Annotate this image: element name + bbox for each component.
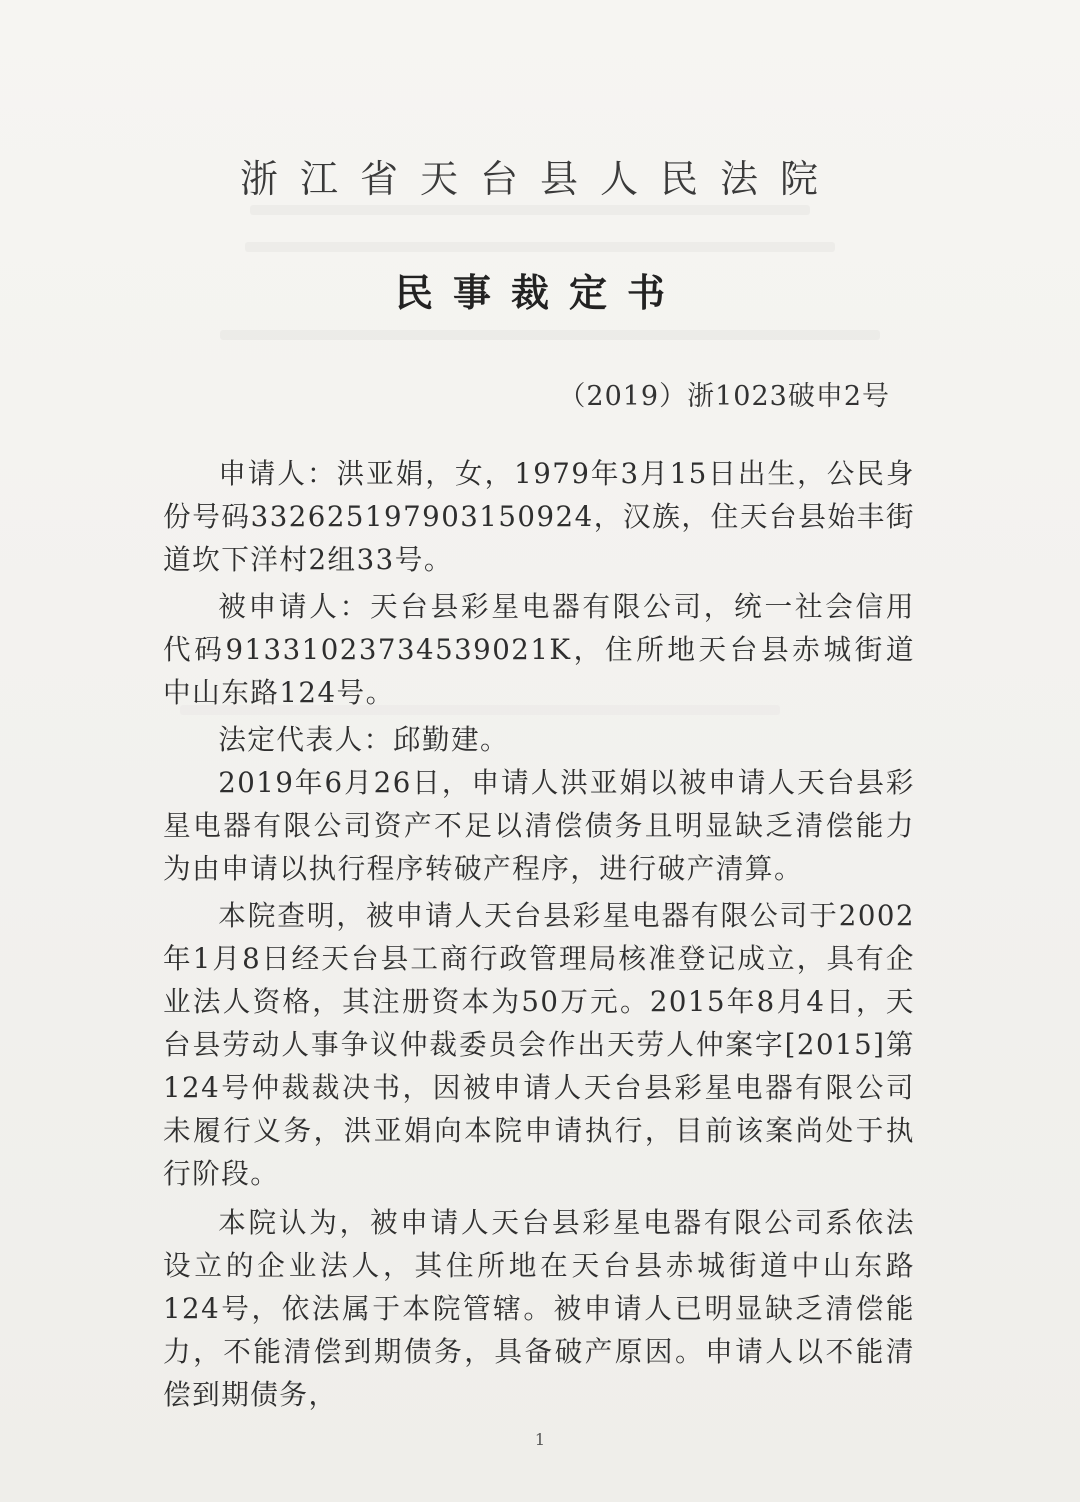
paragraph-legal-representative: 法定代表人：邱勤建。 bbox=[218, 723, 510, 756]
bleed-through-mark bbox=[220, 330, 880, 340]
paragraph-opinion: 本院认为，被申请人天台县彩星电器有限公司系依法设立的企业法人，其住所地在天台县赤城街道中山东路124号，依法属于本院管辖。被申请人已明显缺乏清偿能力，不能清偿到期债务，具备破产原因。申请人以不能清偿到期债务， bbox=[163, 1206, 915, 1411]
court-name: 浙江省天台县人民法院 bbox=[239, 157, 840, 201]
paragraph-respondent: 被申请人：天台县彩星电器有限公司，统一社会信用代码91331023734539021K，住所地天台县赤城街道中山东路124号。 bbox=[163, 590, 915, 709]
bleed-through-mark bbox=[250, 205, 810, 215]
case-number: （2019）浙1023破申2号 bbox=[558, 381, 890, 412]
document-body bbox=[163, 452, 915, 1416]
document-title: 民事裁定书 bbox=[394, 271, 685, 315]
paragraph-applicant: 申请人：洪亚娟，女，1979年3月15日出生，公民身份号码332625197903150924，汉族，住天台县始丰街道坎下洋村2组33号。 bbox=[163, 457, 915, 576]
page-number: 1 bbox=[534, 1430, 546, 1449]
paragraph-application: 2019年6月26日，申请人洪亚娟以被申请人天台县彩星电器有限公司资产不足以清偿债务且明显缺乏清偿能力为由申请以执行程序转破产程序，进行破产清算。 bbox=[163, 766, 915, 885]
paragraph-findings: 本院查明，被申请人天台县彩星电器有限公司于2002年1月8日经天台县工商行政管理局核准登记成立，具有企业法人资格，其注册资本为50万元。2015年8月4日，天台县劳动人事争议仲裁委员会作出天劳人仲案字[2015]第124号仲裁裁决书，因被申请人天台县彩星电器有限公司未履行义务，洪亚娟向本院申请执行，目前该案尚处于执行阶段。 bbox=[163, 899, 915, 1190]
bleed-through-mark bbox=[245, 242, 835, 252]
